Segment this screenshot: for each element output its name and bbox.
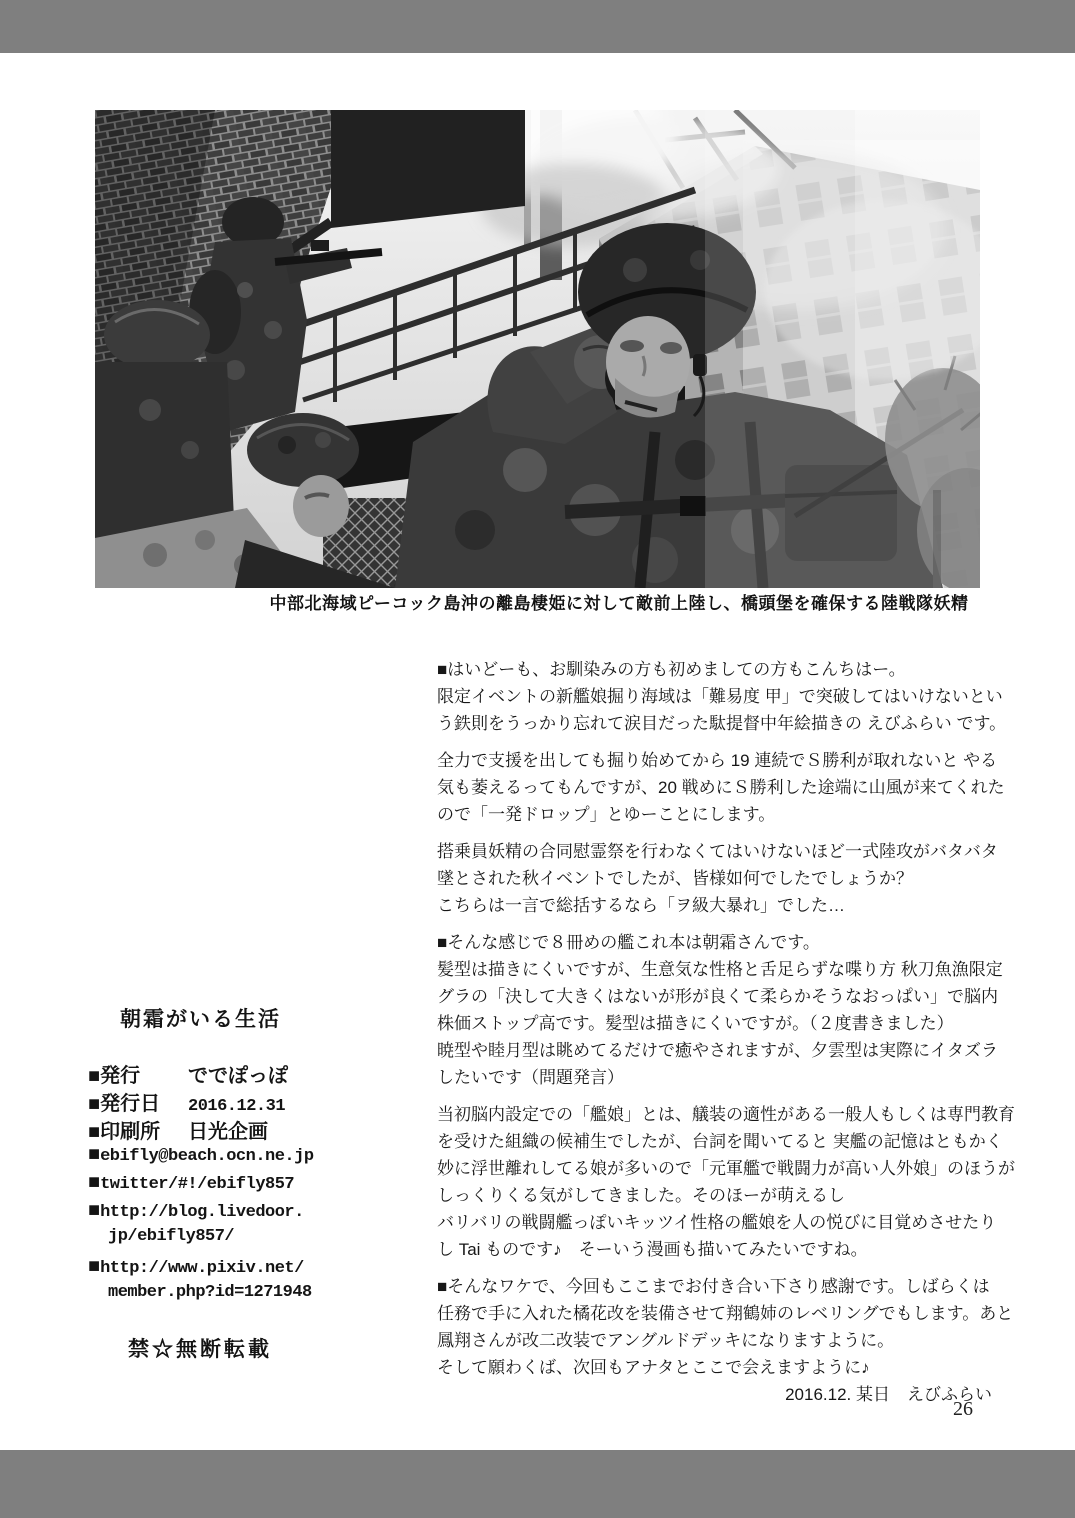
paragraph-drop: [437, 747, 1017, 828]
publisher-row: [88, 1059, 418, 1087]
square-bullet-icon: ■: [88, 1199, 101, 1221]
text-line: しっくりくる気がしてきました。そのほーが萌えるし: [437, 1186, 845, 1205]
pixiv-url-continuation: member.php?id=1271948: [108, 1283, 312, 1302]
text-line: 妙に浮世離れしてる娘が多いので「元軍艦で戦闘力が高い人外娘」のほうが: [437, 1159, 1015, 1178]
text-line: 鳳翔さんが改二改装でアングルドデッキになりますように。: [437, 1331, 895, 1350]
photo-caption: 中部北海域ピーコック島沖の離島棲姫に対して敵前上陸し、橋頭堡を確保する陸戦隊妖精: [269, 594, 969, 613]
paragraph-thanks: [437, 1273, 1017, 1408]
text-line: う鉄則をうっかり忘れて涙目だった駄提督中年絵描きの えびふらい です。: [437, 714, 1007, 733]
colophon: [88, 1003, 418, 1363]
text-line: 当初脳内設定での「艦娘」とは、艤装の適性がある一般人もしくは専門教育: [437, 1105, 1015, 1124]
twitter-row: [88, 1171, 418, 1199]
photo-frame: [95, 110, 980, 588]
square-bullet-icon: ■発行: [88, 1065, 141, 1087]
text-line: 気も萎えるってもんですが、20 戦めにＳ勝利した途端に山風が来てくれた: [437, 778, 1005, 797]
text-line: し Tai ものです♪ そーいう漫画も描いてみたいですね。: [437, 1240, 868, 1259]
paragraph-kanmusu: [437, 1101, 1017, 1263]
text-line: バリバリの戦闘艦っぽいキッツイ性格の艦娘を人の悦びに目覚めさせたり: [437, 1213, 997, 1232]
paragraph-asashimo: [437, 929, 1017, 1091]
paragraph-greeting: [437, 656, 1017, 737]
text-line: ■そんなワケで、今回もここまでお付き合い下さり感謝です。しばらくは: [437, 1277, 990, 1296]
text-line: 墜とされた秋イベントでしたが、皆様如何でしたでしょうか？: [437, 869, 913, 888]
text-line: したいです（問題発言）: [437, 1068, 624, 1087]
twitter-value: twitter/#!/ebifly857: [100, 1175, 295, 1194]
publish-date-row: [88, 1087, 418, 1115]
page-number: 26: [953, 1398, 973, 1420]
text-line: 暁型や睦月型は眺めてるだけで癒やされますが、夕雲型は実際にイタズラ: [437, 1041, 998, 1060]
bottom-scan-border: [0, 1450, 1075, 1518]
pixiv-url-row: [88, 1255, 418, 1283]
text-line: 限定イベントの新艦娘掘り海域は「難易度 甲」で突破してはいけないとい: [437, 687, 1003, 706]
publisher-value: ででぽっぽ: [188, 1065, 288, 1087]
blog-url-row: [88, 1199, 418, 1227]
text-line: 任務で手に入れた橘花改を装備させて翔鶴姉のレベリングでもします。あと: [437, 1304, 1014, 1323]
pixiv-url-continuation-row: [88, 1283, 418, 1311]
pixiv-url-value: http://www.pixiv.net/: [100, 1259, 304, 1278]
text-line: ■はいどーも、お馴染みの方も初めましての方もこんちはー。: [437, 660, 906, 679]
text-line: グラの「決して大きくはないが形が良くて柔らかそうなおっぱい」で脳内: [437, 987, 998, 1006]
text-line: を受けた組織の候補生でしたが、台詞を聞いてると 実艦の記憶はともかく: [437, 1132, 1003, 1151]
text-line: ■そんな感じで８冊めの艦これ本は朝霜さんです。: [437, 933, 820, 952]
printer-row: [88, 1115, 418, 1143]
blog-url-continuation-row: [88, 1227, 418, 1255]
square-bullet-icon: ■: [88, 1143, 101, 1165]
square-bullet-icon: ■: [88, 1255, 101, 1277]
no-reprint-notice: 禁☆無断転載: [128, 1338, 272, 1361]
text-line: そして願わくば、次回もアナタとここで会えますように♪: [437, 1358, 870, 1377]
text-line: 髪型は描きにくいですが、生意気な性格と舌足らずな喋り方 秋刀魚漁限定: [437, 960, 1003, 979]
photo-illustration: [95, 110, 980, 588]
publish-date-value: 2016.12.31: [188, 1097, 286, 1116]
book-title: 朝霜がいる生活: [120, 1008, 281, 1031]
email-row: [88, 1143, 418, 1171]
square-bullet-icon: ■: [88, 1171, 101, 1193]
signature-line: 2016.12. 某日 えびふらい: [785, 1385, 992, 1404]
square-bullet-icon: ■発行日: [88, 1093, 161, 1115]
text-line: 株価ストップ高です。髪型は描きにくいですが。（２度書きました）: [437, 1014, 954, 1033]
text-line: ので「一発ドロップ」とゆーことにします。: [437, 805, 776, 824]
paragraph-event: [437, 838, 1017, 919]
afterword-column: [437, 656, 1017, 1418]
text-line: 搭乗員妖精の合同慰霊祭を行わなくてはいけないほど一式陸攻がバタバタ: [437, 842, 998, 861]
blog-url-value: http://blog.livedoor.: [100, 1203, 304, 1222]
colophon-rows: [88, 1059, 418, 1311]
top-scan-border: [0, 0, 1075, 53]
text-line: 全力で支援を出しても掘り始めてから 19 連続でＳ勝利が取れないと やる: [437, 751, 998, 770]
blog-url-continuation: jp/ebifly857/: [108, 1227, 235, 1246]
email-value: ebifly@beach.ocn.ne.jp: [100, 1147, 314, 1166]
square-bullet-icon: ■印刷所: [88, 1121, 161, 1143]
printer-value: 日光企画: [188, 1121, 268, 1143]
text-line: こちらは一言で総括するなら「ヲ級大暴れ」でした…: [437, 896, 845, 915]
